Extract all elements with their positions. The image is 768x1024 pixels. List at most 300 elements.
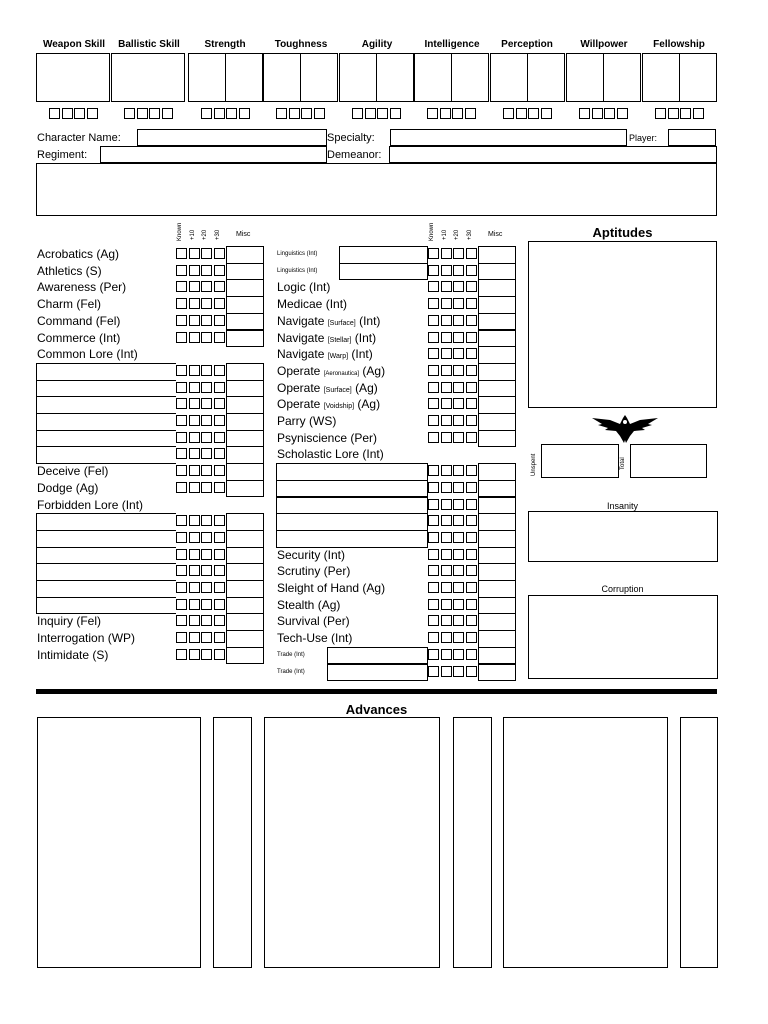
skill-misc-box[interactable]	[226, 446, 264, 464]
skill-advance-checkbox[interactable]	[428, 532, 439, 543]
skill-advance-checkbox[interactable]	[441, 265, 452, 276]
skill-advance-checkbox[interactable]	[453, 649, 464, 660]
linguistics-write-in-field[interactable]	[339, 246, 428, 264]
skill-advance-checkbox[interactable]	[176, 332, 187, 343]
skill-advance-checkbox[interactable]	[466, 315, 477, 326]
skill-advance-checkbox[interactable]	[428, 365, 439, 376]
skill-misc-box[interactable]	[478, 430, 516, 448]
skill-advance-checkbox[interactable]	[453, 332, 464, 343]
skill-advance-checkbox[interactable]	[466, 415, 477, 426]
skill-advance-checkbox[interactable]	[453, 532, 464, 543]
skill-misc-box[interactable]	[226, 513, 264, 531]
skill-misc-box[interactable]	[226, 246, 264, 264]
characteristic-advance-checkbox[interactable]	[62, 108, 73, 119]
skill-write-in-field[interactable]	[36, 413, 176, 431]
skill-misc-box[interactable]	[478, 597, 516, 615]
skill-misc-box[interactable]	[478, 313, 516, 331]
skill-advance-checkbox[interactable]	[189, 465, 200, 476]
skill-advance-checkbox[interactable]	[428, 482, 439, 493]
skill-write-in-field[interactable]	[36, 530, 176, 548]
characteristic-advance-checkbox[interactable]	[604, 108, 615, 119]
skill-advance-checkbox[interactable]	[453, 615, 464, 626]
insanity-box[interactable]	[528, 511, 718, 562]
skill-misc-box[interactable]	[478, 530, 516, 548]
skill-misc-box[interactable]	[226, 647, 264, 665]
skill-advance-checkbox[interactable]	[453, 382, 464, 393]
skill-misc-box[interactable]	[478, 513, 516, 531]
skill-advance-checkbox[interactable]	[428, 432, 439, 443]
skill-advance-checkbox[interactable]	[189, 315, 200, 326]
characteristic-base-box[interactable]	[339, 53, 377, 102]
skill-misc-box[interactable]	[226, 597, 264, 615]
skill-advance-checkbox[interactable]	[201, 315, 212, 326]
specialty-field[interactable]	[390, 129, 627, 146]
skill-advance-checkbox[interactable]	[214, 298, 225, 309]
skill-advance-checkbox[interactable]	[441, 549, 452, 560]
skill-advance-checkbox[interactable]	[201, 448, 212, 459]
characteristic-advance-checkbox[interactable]	[390, 108, 401, 119]
skill-advance-checkbox[interactable]	[466, 615, 477, 626]
skill-misc-box[interactable]	[478, 580, 516, 598]
linguistics-write-in-field[interactable]	[339, 263, 428, 281]
skill-advance-checkbox[interactable]	[466, 649, 477, 660]
skill-misc-box[interactable]	[226, 547, 264, 565]
skill-advance-checkbox[interactable]	[466, 482, 477, 493]
skill-advance-checkbox[interactable]	[189, 649, 200, 660]
skill-advance-checkbox[interactable]	[441, 348, 452, 359]
skill-advance-checkbox[interactable]	[189, 549, 200, 560]
skill-advance-checkbox[interactable]	[214, 632, 225, 643]
skill-advance-checkbox[interactable]	[453, 265, 464, 276]
skill-advance-checkbox[interactable]	[466, 532, 477, 543]
skill-advance-checkbox[interactable]	[441, 666, 452, 677]
skill-advance-checkbox[interactable]	[441, 415, 452, 426]
skill-advance-checkbox[interactable]	[189, 298, 200, 309]
skill-write-in-field[interactable]	[36, 597, 176, 615]
skill-advance-checkbox[interactable]	[466, 549, 477, 560]
skill-advance-checkbox[interactable]	[176, 632, 187, 643]
skill-advance-checkbox[interactable]	[214, 649, 225, 660]
skill-advance-checkbox[interactable]	[441, 315, 452, 326]
skill-advance-checkbox[interactable]	[453, 549, 464, 560]
characteristic-base-box[interactable]	[642, 53, 680, 102]
skill-write-in-field[interactable]	[36, 563, 176, 581]
skill-advance-checkbox[interactable]	[189, 582, 200, 593]
skill-advance-checkbox[interactable]	[466, 499, 477, 510]
skill-advance-checkbox[interactable]	[441, 398, 452, 409]
skill-advance-checkbox[interactable]	[441, 649, 452, 660]
characteristic-advance-checkbox[interactable]	[465, 108, 476, 119]
characteristic-value-box[interactable]	[451, 53, 489, 102]
advances-column-box[interactable]	[213, 717, 252, 968]
skill-advance-checkbox[interactable]	[466, 565, 477, 576]
skill-write-in-field[interactable]	[36, 430, 176, 448]
skill-advance-checkbox[interactable]	[441, 499, 452, 510]
characteristic-advance-checkbox[interactable]	[149, 108, 160, 119]
characteristic-advance-checkbox[interactable]	[289, 108, 300, 119]
skill-misc-box[interactable]	[478, 413, 516, 431]
skill-misc-box[interactable]	[478, 463, 516, 481]
aptitudes-box[interactable]	[528, 241, 717, 408]
skill-misc-box[interactable]	[226, 279, 264, 297]
skill-advance-checkbox[interactable]	[466, 248, 477, 259]
skill-advance-checkbox[interactable]	[214, 448, 225, 459]
skill-advance-checkbox[interactable]	[466, 332, 477, 343]
skill-misc-box[interactable]	[478, 563, 516, 581]
skill-advance-checkbox[interactable]	[428, 565, 439, 576]
characteristic-advance-checkbox[interactable]	[427, 108, 438, 119]
skill-advance-checkbox[interactable]	[453, 432, 464, 443]
demeanor-field[interactable]	[389, 146, 717, 163]
skill-advance-checkbox[interactable]	[214, 248, 225, 259]
characteristic-value-box[interactable]	[376, 53, 414, 102]
skill-write-in-field[interactable]	[276, 480, 428, 498]
skill-misc-box[interactable]	[226, 296, 264, 314]
skill-misc-box[interactable]	[478, 363, 516, 381]
characteristic-value-box[interactable]	[603, 53, 641, 102]
skill-advance-checkbox[interactable]	[189, 482, 200, 493]
skill-write-in-field[interactable]	[276, 497, 428, 515]
skill-advance-checkbox[interactable]	[466, 599, 477, 610]
skill-advance-checkbox[interactable]	[201, 549, 212, 560]
characteristic-advance-checkbox[interactable]	[541, 108, 552, 119]
characteristic-advance-checkbox[interactable]	[201, 108, 212, 119]
skill-misc-box[interactable]	[226, 396, 264, 414]
characteristic-advance-checkbox[interactable]	[655, 108, 666, 119]
skill-misc-box[interactable]	[478, 396, 516, 414]
skill-advance-checkbox[interactable]	[214, 415, 225, 426]
skill-misc-box[interactable]	[226, 380, 264, 398]
skill-misc-box[interactable]	[226, 313, 264, 331]
skill-advance-checkbox[interactable]	[466, 632, 477, 643]
skill-write-in-field[interactable]	[276, 463, 428, 481]
skill-advance-checkbox[interactable]	[214, 382, 225, 393]
characteristic-advance-checkbox[interactable]	[137, 108, 148, 119]
skill-advance-checkbox[interactable]	[441, 365, 452, 376]
skill-advance-checkbox[interactable]	[214, 482, 225, 493]
skill-advance-checkbox[interactable]	[441, 432, 452, 443]
skill-advance-checkbox[interactable]	[441, 248, 452, 259]
skill-misc-box[interactable]	[478, 630, 516, 648]
skill-advance-checkbox[interactable]	[189, 332, 200, 343]
skill-advance-checkbox[interactable]	[201, 248, 212, 259]
skill-advance-checkbox[interactable]	[189, 448, 200, 459]
skill-advance-checkbox[interactable]	[189, 398, 200, 409]
skill-advance-checkbox[interactable]	[453, 465, 464, 476]
skill-advance-checkbox[interactable]	[176, 298, 187, 309]
skill-advance-checkbox[interactable]	[201, 515, 212, 526]
skill-advance-checkbox[interactable]	[428, 398, 439, 409]
skill-advance-checkbox[interactable]	[201, 415, 212, 426]
skill-advance-checkbox[interactable]	[189, 432, 200, 443]
characteristic-advance-checkbox[interactable]	[214, 108, 225, 119]
skill-misc-box[interactable]	[226, 330, 264, 348]
skill-advance-checkbox[interactable]	[201, 532, 212, 543]
skill-advance-checkbox[interactable]	[441, 382, 452, 393]
skill-advance-checkbox[interactable]	[201, 432, 212, 443]
characteristic-advance-checkbox[interactable]	[693, 108, 704, 119]
skill-write-in-field[interactable]	[36, 380, 176, 398]
skill-advance-checkbox[interactable]	[441, 599, 452, 610]
skill-advance-checkbox[interactable]	[466, 465, 477, 476]
characteristic-advance-checkbox[interactable]	[276, 108, 287, 119]
skill-advance-checkbox[interactable]	[176, 549, 187, 560]
skill-advance-checkbox[interactable]	[201, 332, 212, 343]
skill-advance-checkbox[interactable]	[176, 382, 187, 393]
skill-advance-checkbox[interactable]	[466, 298, 477, 309]
skill-advance-checkbox[interactable]	[176, 365, 187, 376]
characteristic-advance-checkbox[interactable]	[440, 108, 451, 119]
skill-write-in-field[interactable]	[36, 396, 176, 414]
skill-advance-checkbox[interactable]	[201, 281, 212, 292]
skill-misc-box[interactable]	[478, 380, 516, 398]
skill-advance-checkbox[interactable]	[441, 532, 452, 543]
skill-advance-checkbox[interactable]	[214, 515, 225, 526]
skill-advance-checkbox[interactable]	[441, 281, 452, 292]
characteristic-value-box[interactable]	[225, 53, 263, 102]
skill-advance-checkbox[interactable]	[466, 382, 477, 393]
trade-write-in-field[interactable]	[327, 647, 428, 665]
skill-advance-checkbox[interactable]	[214, 365, 225, 376]
characteristic-base-box[interactable]	[566, 53, 604, 102]
skill-advance-checkbox[interactable]	[428, 615, 439, 626]
skill-advance-checkbox[interactable]	[453, 565, 464, 576]
characteristic-advance-checkbox[interactable]	[226, 108, 237, 119]
characteristic-advance-checkbox[interactable]	[452, 108, 463, 119]
characteristic-advance-checkbox[interactable]	[124, 108, 135, 119]
skill-advance-checkbox[interactable]	[428, 281, 439, 292]
skill-advance-checkbox[interactable]	[214, 549, 225, 560]
skill-advance-checkbox[interactable]	[466, 515, 477, 526]
skill-write-in-field[interactable]	[36, 513, 176, 531]
skill-advance-checkbox[interactable]	[441, 482, 452, 493]
skill-advance-checkbox[interactable]	[428, 315, 439, 326]
skill-advance-checkbox[interactable]	[201, 599, 212, 610]
skill-advance-checkbox[interactable]	[176, 615, 187, 626]
skill-advance-checkbox[interactable]	[428, 298, 439, 309]
skill-advance-checkbox[interactable]	[189, 615, 200, 626]
skill-write-in-field[interactable]	[36, 446, 176, 464]
skill-misc-box[interactable]	[478, 296, 516, 314]
skill-advance-checkbox[interactable]	[176, 515, 187, 526]
skill-advance-checkbox[interactable]	[441, 582, 452, 593]
skill-advance-checkbox[interactable]	[428, 465, 439, 476]
characteristic-advance-checkbox[interactable]	[49, 108, 60, 119]
skill-misc-box[interactable]	[478, 330, 516, 348]
skill-advance-checkbox[interactable]	[441, 298, 452, 309]
skill-advance-checkbox[interactable]	[428, 549, 439, 560]
skill-misc-box[interactable]	[478, 480, 516, 498]
trade-write-in-field[interactable]	[327, 664, 428, 682]
skill-advance-checkbox[interactable]	[428, 515, 439, 526]
skill-advance-checkbox[interactable]	[441, 515, 452, 526]
skill-advance-checkbox[interactable]	[189, 248, 200, 259]
skill-advance-checkbox[interactable]	[428, 382, 439, 393]
characteristic-advance-checkbox[interactable]	[617, 108, 628, 119]
skill-advance-checkbox[interactable]	[466, 582, 477, 593]
skill-advance-checkbox[interactable]	[176, 415, 187, 426]
skill-advance-checkbox[interactable]	[453, 365, 464, 376]
skill-advance-checkbox[interactable]	[453, 398, 464, 409]
regiment-field[interactable]	[100, 146, 327, 163]
characteristic-base-box[interactable]	[414, 53, 452, 102]
skill-misc-box[interactable]	[478, 263, 516, 281]
skill-advance-checkbox[interactable]	[176, 448, 187, 459]
skill-advance-checkbox[interactable]	[176, 315, 187, 326]
skill-advance-checkbox[interactable]	[428, 415, 439, 426]
character-name-field[interactable]	[137, 129, 327, 146]
skill-advance-checkbox[interactable]	[453, 599, 464, 610]
skill-advance-checkbox[interactable]	[214, 265, 225, 276]
skill-advance-checkbox[interactable]	[453, 582, 464, 593]
characteristic-advance-checkbox[interactable]	[503, 108, 514, 119]
skill-misc-box[interactable]	[478, 497, 516, 515]
skill-advance-checkbox[interactable]	[453, 482, 464, 493]
skill-advance-checkbox[interactable]	[453, 281, 464, 292]
skill-write-in-field[interactable]	[276, 530, 428, 548]
skill-misc-box[interactable]	[226, 363, 264, 381]
advances-column-box[interactable]	[264, 717, 440, 968]
advances-column-box[interactable]	[453, 717, 492, 968]
skill-advance-checkbox[interactable]	[453, 515, 464, 526]
skill-advance-checkbox[interactable]	[201, 482, 212, 493]
skill-advance-checkbox[interactable]	[176, 532, 187, 543]
characteristic-base-box[interactable]	[188, 53, 226, 102]
skill-advance-checkbox[interactable]	[189, 632, 200, 643]
skill-advance-checkbox[interactable]	[214, 532, 225, 543]
skill-advance-checkbox[interactable]	[428, 582, 439, 593]
skill-advance-checkbox[interactable]	[214, 432, 225, 443]
skill-advance-checkbox[interactable]	[214, 582, 225, 593]
skill-advance-checkbox[interactable]	[201, 649, 212, 660]
advances-column-box[interactable]	[503, 717, 668, 968]
skill-advance-checkbox[interactable]	[428, 248, 439, 259]
characteristic-advance-checkbox[interactable]	[74, 108, 85, 119]
skill-advance-checkbox[interactable]	[176, 582, 187, 593]
characteristic-advance-checkbox[interactable]	[87, 108, 98, 119]
skill-advance-checkbox[interactable]	[189, 415, 200, 426]
skill-advance-checkbox[interactable]	[214, 332, 225, 343]
characteristic-advance-checkbox[interactable]	[668, 108, 679, 119]
unspent-xp-box[interactable]	[541, 444, 619, 478]
skill-misc-box[interactable]	[226, 413, 264, 431]
characteristic-value-box[interactable]	[527, 53, 565, 102]
skill-advance-checkbox[interactable]	[466, 432, 477, 443]
skill-advance-checkbox[interactable]	[201, 398, 212, 409]
skill-advance-checkbox[interactable]	[441, 465, 452, 476]
characteristic-advance-checkbox[interactable]	[579, 108, 590, 119]
skill-advance-checkbox[interactable]	[189, 515, 200, 526]
characteristic-advance-checkbox[interactable]	[314, 108, 325, 119]
characteristic-advance-checkbox[interactable]	[162, 108, 173, 119]
skill-misc-box[interactable]	[226, 430, 264, 448]
characteristic-value-box[interactable]	[36, 53, 110, 102]
skill-advance-checkbox[interactable]	[176, 649, 187, 660]
skill-misc-box[interactable]	[226, 480, 264, 498]
skill-advance-checkbox[interactable]	[466, 281, 477, 292]
skill-write-in-field[interactable]	[36, 547, 176, 565]
skill-advance-checkbox[interactable]	[214, 615, 225, 626]
skill-misc-box[interactable]	[226, 530, 264, 548]
skill-advance-checkbox[interactable]	[466, 348, 477, 359]
skill-advance-checkbox[interactable]	[453, 632, 464, 643]
characteristic-value-box[interactable]	[679, 53, 717, 102]
skill-advance-checkbox[interactable]	[214, 565, 225, 576]
skill-advance-checkbox[interactable]	[176, 265, 187, 276]
skill-advance-checkbox[interactable]	[466, 398, 477, 409]
skill-advance-checkbox[interactable]	[428, 599, 439, 610]
skill-misc-box[interactable]	[478, 647, 516, 665]
skill-advance-checkbox[interactable]	[428, 649, 439, 660]
skill-advance-checkbox[interactable]	[453, 499, 464, 510]
skill-advance-checkbox[interactable]	[453, 298, 464, 309]
skill-write-in-field[interactable]	[36, 580, 176, 598]
characteristic-advance-checkbox[interactable]	[516, 108, 527, 119]
skill-advance-checkbox[interactable]	[214, 465, 225, 476]
skill-advance-checkbox[interactable]	[176, 432, 187, 443]
skill-misc-box[interactable]	[478, 246, 516, 264]
skill-write-in-field[interactable]	[36, 363, 176, 381]
skill-advance-checkbox[interactable]	[453, 415, 464, 426]
skill-advance-checkbox[interactable]	[428, 265, 439, 276]
skill-write-in-field[interactable]	[276, 513, 428, 531]
skill-advance-checkbox[interactable]	[201, 565, 212, 576]
skill-advance-checkbox[interactable]	[453, 348, 464, 359]
skill-advance-checkbox[interactable]	[428, 632, 439, 643]
characteristic-value-box[interactable]	[300, 53, 338, 102]
characteristic-advance-checkbox[interactable]	[352, 108, 363, 119]
skill-advance-checkbox[interactable]	[201, 298, 212, 309]
skill-advance-checkbox[interactable]	[441, 565, 452, 576]
skill-advance-checkbox[interactable]	[201, 265, 212, 276]
skill-advance-checkbox[interactable]	[214, 599, 225, 610]
skill-advance-checkbox[interactable]	[441, 332, 452, 343]
skill-misc-box[interactable]	[226, 630, 264, 648]
skill-advance-checkbox[interactable]	[466, 666, 477, 677]
skill-advance-checkbox[interactable]	[466, 365, 477, 376]
skill-advance-checkbox[interactable]	[176, 281, 187, 292]
skill-advance-checkbox[interactable]	[189, 382, 200, 393]
skill-misc-box[interactable]	[478, 664, 516, 682]
characteristic-base-box[interactable]	[263, 53, 301, 102]
skill-advance-checkbox[interactable]	[201, 365, 212, 376]
skill-advance-checkbox[interactable]	[176, 248, 187, 259]
characteristic-advance-checkbox[interactable]	[301, 108, 312, 119]
skill-advance-checkbox[interactable]	[189, 599, 200, 610]
characteristic-advance-checkbox[interactable]	[365, 108, 376, 119]
characteristic-advance-checkbox[interactable]	[239, 108, 250, 119]
skill-advance-checkbox[interactable]	[453, 315, 464, 326]
skill-advance-checkbox[interactable]	[453, 248, 464, 259]
skill-advance-checkbox[interactable]	[176, 482, 187, 493]
skill-advance-checkbox[interactable]	[201, 615, 212, 626]
characteristic-value-box[interactable]	[111, 53, 185, 102]
skill-advance-checkbox[interactable]	[428, 348, 439, 359]
skill-misc-box[interactable]	[226, 263, 264, 281]
skill-advance-checkbox[interactable]	[428, 499, 439, 510]
skill-advance-checkbox[interactable]	[176, 565, 187, 576]
corruption-box[interactable]	[528, 595, 718, 679]
skill-misc-box[interactable]	[478, 613, 516, 631]
skill-advance-checkbox[interactable]	[201, 465, 212, 476]
characteristic-advance-checkbox[interactable]	[528, 108, 539, 119]
skill-advance-checkbox[interactable]	[189, 365, 200, 376]
characteristic-base-box[interactable]	[490, 53, 528, 102]
skill-advance-checkbox[interactable]	[201, 382, 212, 393]
skill-misc-box[interactable]	[226, 580, 264, 598]
characteristic-advance-checkbox[interactable]	[592, 108, 603, 119]
skill-misc-box[interactable]	[226, 613, 264, 631]
